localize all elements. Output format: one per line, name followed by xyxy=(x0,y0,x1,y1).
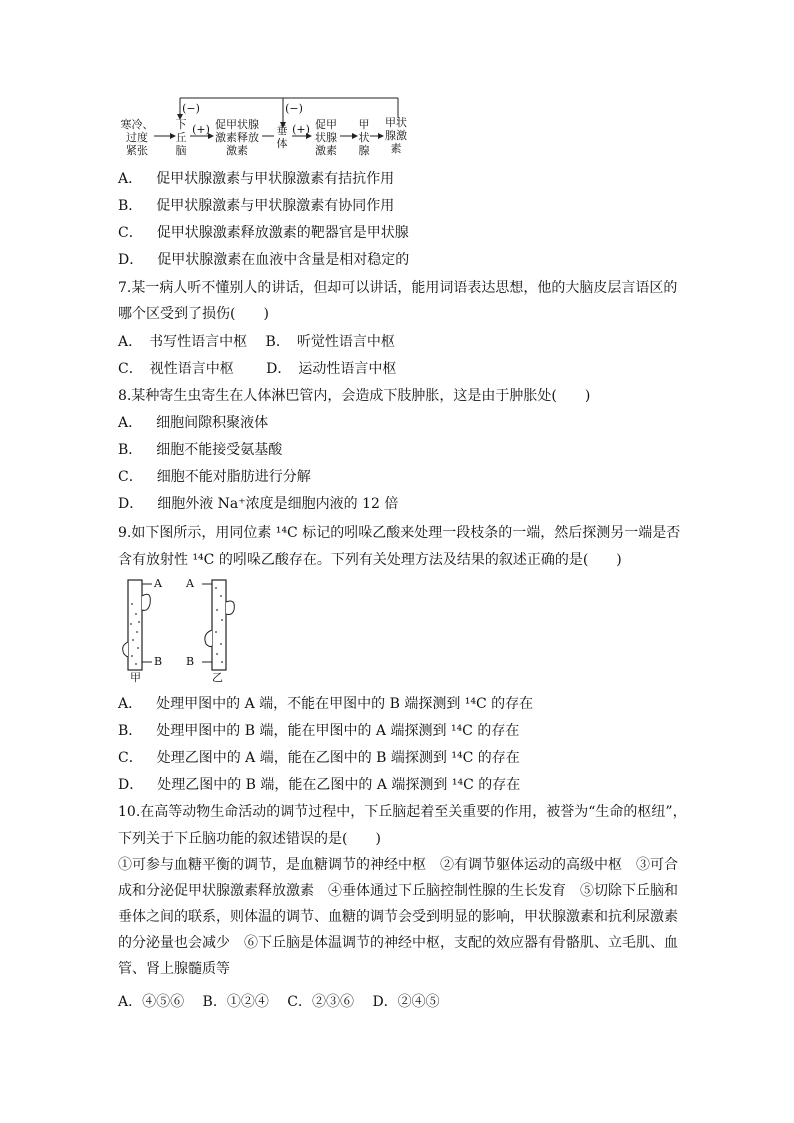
q8-stem: 8.某种寄生虫寄生在人体淋巴管内，会造成下肢肿胀，这是由于肿胀处( ) xyxy=(118,388,591,404)
q9-stem-line2: 含有放射性 ¹⁴C 的吲哚乙酸存在。下列有关处理方法及结果的叙述正确的是( ) xyxy=(118,552,622,568)
minus-sign-2: (−) xyxy=(285,102,303,115)
q6-option-b: B． 促甲状腺激素与甲状腺激素有协同作用 xyxy=(118,198,395,214)
node-trh: 促甲状腺 激素释放 激素 xyxy=(215,118,259,157)
fig-jia-label-a: A xyxy=(154,577,162,590)
q7-options-row1: A． 书写性语言中枢 B． 听觉性语言中枢 xyxy=(118,334,395,350)
q10-statements: ①可参与血糖平衡的调节，是血糖调节的神经中枢 ②有调节躯体运动的高级中枢 ③可合成和分泌促甲状腺激素释放激素 ④垂体通过下丘脑控制性腺的生长发育 ⑤切除下丘脑和垂体之间的联系，则体温的调节、血糖的调节会受到明显的影响，甲状腺激素和抗利尿激素的分泌量也会减少 ⑥下丘脑是体温调节的神经中枢，支配的效应器有骨骼肌、立毛肌、血管、肾上腺髓质等 xyxy=(118,857,678,977)
node-hypothalamus: 下 丘 脑 xyxy=(175,118,187,157)
q9-stem-line1: 9.如下图所示，用同位素 ¹⁴C 标记的吲哚乙酸来处理一段枝条的一端，然后探测另一端是否 xyxy=(118,525,681,541)
q6-option-c: C． 促甲状腺激素释放激素的靶器官是甲状腺 xyxy=(118,225,409,241)
node-thyroxine: 甲状 腺激 素 xyxy=(385,116,407,155)
fig-yi-label-a: A xyxy=(186,577,194,590)
q6-option-a: A． 促甲状腺激素与甲状腺激素有拮抗作用 xyxy=(118,171,395,187)
fig-caption-yi: 乙 xyxy=(212,671,223,684)
fig-jia-label-b: B xyxy=(154,655,163,668)
q8-option-b: B． 细胞不能接受氨基酸 xyxy=(118,442,283,458)
node-cold-stress: 寒冷、 过度 紧张 xyxy=(120,118,154,157)
q7-stem-line1: 7.某一病人听不懂别人的讲话，但却可以讲话，能用词语表达思想，他的大脑皮层言语区的 xyxy=(118,280,678,296)
q7-options-row2: C． 视性语言中枢 D． 运动性语言中枢 xyxy=(118,361,397,377)
q8-option-d: D． 细胞外液 Na⁺浓度是细胞内液的 12 倍 xyxy=(118,496,399,512)
fig-caption-jia: 甲 xyxy=(130,671,141,684)
q9-option-c: C． 处理乙图中的 A 端，能在乙图中的 B 端探测到 ¹⁴C 的存在 xyxy=(118,750,520,766)
q9-option-a: A． 处理甲图中的 A 端，不能在甲图中的 B 端探测到 ¹⁴C 的存在 xyxy=(118,696,534,712)
q10-stem-line2: 下列关于下丘脑功能的叙述错误的是( ) xyxy=(118,831,381,847)
node-pituitary: 垂 体 xyxy=(276,124,288,150)
node-thyroid: 甲 状 腺 xyxy=(358,118,370,157)
branch-drawing xyxy=(118,574,248,684)
q7-stem-line2: 哪个区受到了损伤( ) xyxy=(118,306,269,322)
q9-option-b: B． 处理甲图中的 B 端，能在甲图中的 A 端探测到 ¹⁴C 的存在 xyxy=(118,723,520,739)
fig-yi-label-b: B xyxy=(186,655,195,668)
q9-option-d: D． 处理乙图中的 B 端，能在乙图中的 A 端探测到 ¹⁴C 的存在 xyxy=(118,777,521,793)
node-tsh: 促甲 状腺 激素 xyxy=(315,118,337,157)
q10-stem-line1: 10.在高等动物生命活动的调节过程中，下丘脑起着至关重要的作用，被誉为“生命的枢纽”， xyxy=(118,804,687,820)
hormone-feedback-diagram xyxy=(118,96,408,162)
q6-option-d: D． 促甲状腺激素在血液中含量是相对稳定的 xyxy=(118,252,410,268)
q8-option-a: A． 细胞间隙积聚液体 xyxy=(118,415,269,431)
q8-option-c: C． 细胞不能对脂肪进行分解 xyxy=(118,469,311,485)
q10-answer-options: A．④⑤⑥ B．①②④ C．②③⑥ D．②④⑤ xyxy=(118,994,440,1010)
minus-sign-1: (−) xyxy=(182,102,200,115)
plus-sign-2: (+) xyxy=(292,123,310,136)
branch-figure xyxy=(118,574,248,684)
plus-sign-1: (+) xyxy=(192,123,210,136)
